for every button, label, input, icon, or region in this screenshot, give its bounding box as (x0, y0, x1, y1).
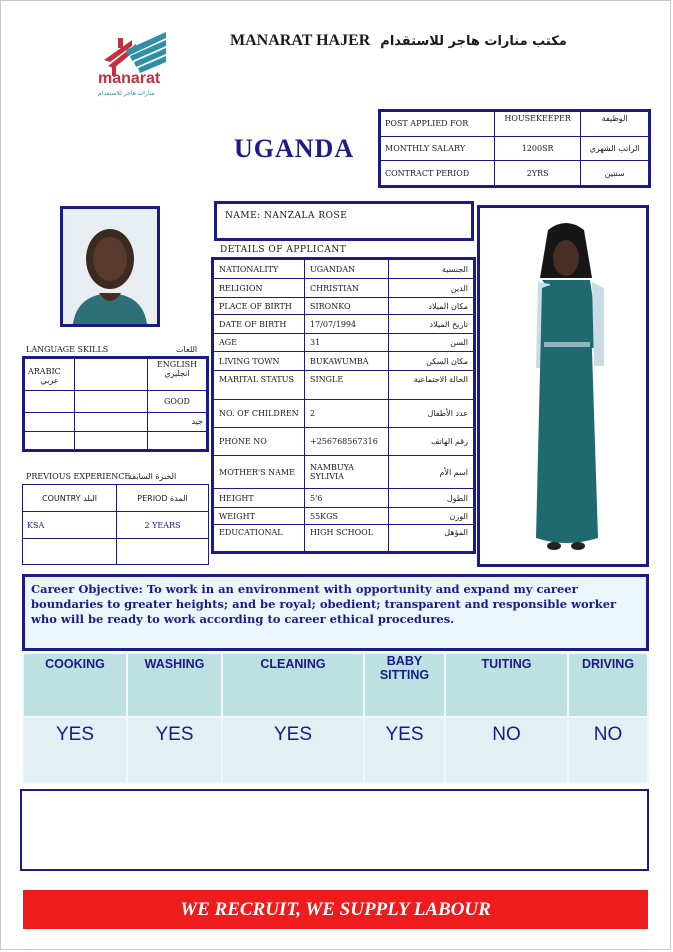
skill-name: COOKING (23, 653, 127, 717)
skills-header-row (23, 653, 648, 717)
language-arabic (24, 358, 75, 391)
language-table (22, 356, 209, 452)
language-title: LANGUAGE SKILLS (26, 345, 109, 354)
skills-table (22, 652, 649, 784)
skill-value: YES (364, 717, 445, 783)
details-value: SINGLE (305, 371, 389, 400)
company-name-en: MANARAT HAJER (230, 32, 371, 49)
details-value: 2 (305, 400, 389, 428)
language-row (24, 412, 208, 431)
skill-value: YES (127, 717, 222, 783)
details-value: HIGH SCHOOL (305, 525, 389, 553)
details-value: 31 (305, 334, 389, 352)
post-row (380, 161, 650, 187)
details-value: SIRONKO (305, 298, 389, 315)
notes-box (20, 789, 649, 871)
details-label: DATE OF BIRTH (213, 315, 305, 334)
post-value: 2YRS (495, 161, 581, 187)
company-name-heading (230, 32, 567, 50)
applicant-name: NAME: NANZALA ROSE (214, 201, 474, 241)
language-english (148, 358, 208, 391)
details-row (213, 508, 475, 525)
experience-country: KSA (23, 512, 117, 539)
details-label: NO. OF CHILDREN (213, 400, 305, 428)
post-value: HOUSEKEEPER (495, 111, 581, 137)
language-cell (24, 391, 75, 412)
details-row (213, 400, 475, 428)
experience-cell (23, 539, 117, 565)
details-ar: رقم الهاتف (389, 428, 475, 456)
details-label: HEIGHT (213, 489, 305, 508)
details-value: UGANDAN (305, 259, 389, 279)
details-label: WEIGHT (213, 508, 305, 525)
language-arabic-ar: عربي (40, 376, 59, 385)
experience-header-row (23, 485, 209, 512)
details-row (213, 334, 475, 352)
post-ar: سنتين (581, 161, 650, 187)
language-cell (75, 412, 148, 431)
details-row (213, 428, 475, 456)
details-label: LIVING TOWN (213, 352, 305, 371)
career-objective: Career Objective: To work in an environment with opportunity and expand my career boundaries to greater heights; and be royal; obedient; transparent and responsible worker who will be ready to work according to career ethical procedures. (22, 574, 649, 651)
experience-country-header: COUNTRY البلد (23, 485, 117, 512)
skill-value: NO (445, 717, 568, 783)
skill-name: DRIVING (568, 653, 648, 717)
details-label: PLACE OF BIRTH (213, 298, 305, 315)
details-ar: الجنسية (389, 259, 475, 279)
portrait-image (63, 209, 157, 324)
logo-text: manarat (98, 70, 161, 87)
details-title: DETAILS OF APPLICANT (220, 245, 347, 255)
details-value: CHRISTIAN (305, 279, 389, 298)
details-ar: الحالة الاجتماعية (389, 371, 475, 400)
skill-value: YES (23, 717, 127, 783)
post-label: POST APPLIED FOR (380, 111, 495, 137)
language-cell (148, 431, 208, 450)
details-row (213, 456, 475, 489)
language-cell (24, 412, 75, 431)
details-ar: السن (389, 334, 475, 352)
applicant-full-photo (477, 205, 649, 567)
details-label: EDUCATIONAL (213, 525, 305, 553)
post-label: CONTRACT PERIOD (380, 161, 495, 187)
company-logo (96, 28, 176, 104)
post-value: 1200SR (495, 136, 581, 160)
details-value: 55KGS (305, 508, 389, 525)
details-ar: الدين (389, 279, 475, 298)
details-label: PHONE NO (213, 428, 305, 456)
post-row (380, 136, 650, 160)
skills-value-row (23, 717, 648, 783)
details-ar: مكان الميلاد (389, 298, 475, 315)
company-name-ar: مكتب منارات هاجر للاستقدام (380, 34, 567, 49)
language-cell (24, 431, 75, 450)
experience-period-header: PERIOD المدة (117, 485, 209, 512)
country-title: UGANDA (234, 134, 355, 163)
details-row (213, 279, 475, 298)
language-english-ar: انجليزي (164, 369, 190, 378)
experience-cell (117, 539, 209, 565)
details-row (213, 525, 475, 553)
details-label: AGE (213, 334, 305, 352)
skill-name: WASHING (127, 653, 222, 717)
full-body-image (480, 208, 646, 564)
details-ar: مكان السكن (389, 352, 475, 371)
english-level-ar: جيد (148, 412, 208, 431)
experience-row (23, 539, 209, 565)
details-label: NATIONALITY (213, 259, 305, 279)
language-english-en: ENGLISH (156, 360, 198, 369)
language-row (24, 391, 208, 412)
experience-row (23, 512, 209, 539)
details-ar: الوزن (389, 508, 475, 525)
details-row (213, 259, 475, 279)
details-ar: المؤهل (389, 525, 475, 553)
details-value: NAMBUYA SYLIVIA (305, 456, 389, 489)
experience-title-ar: الخبرة السابقة (128, 472, 177, 481)
details-row (213, 315, 475, 334)
experience-period: 2 YEARS (117, 512, 209, 539)
details-ar: تاريخ الميلاد (389, 315, 475, 334)
skill-name: BABY SITTING (364, 653, 445, 717)
details-value: +256768567316 (305, 428, 389, 456)
details-label: MARITAL STATUS (213, 371, 305, 400)
language-cell (75, 358, 148, 391)
english-level: GOOD (148, 391, 208, 412)
skill-value: NO (568, 717, 648, 783)
details-value: BUKAWUMBA (305, 352, 389, 371)
language-cell (75, 431, 148, 450)
applicant-portrait (60, 206, 160, 327)
language-arabic-en: ARABIC (28, 367, 61, 376)
footer-banner: WE RECRUIT, WE SUPPLY LABOUR (23, 890, 648, 929)
post-table (378, 109, 651, 188)
skill-value: YES (222, 717, 364, 783)
language-row (24, 431, 208, 450)
experience-title: PREVIOUS EXPERIENCE (26, 472, 131, 481)
language-cell (75, 391, 148, 412)
post-row (380, 111, 650, 137)
details-ar: عدد الأطفال (389, 400, 475, 428)
details-table (211, 257, 476, 554)
details-label: RELIGION (213, 279, 305, 298)
details-row (213, 489, 475, 508)
details-row (213, 352, 475, 371)
language-row (24, 358, 208, 391)
details-label: MOTHER'S NAME (213, 456, 305, 489)
post-label: MONTHLY SALARY (380, 136, 495, 160)
details-ar: الطول (389, 489, 475, 508)
details-row (213, 298, 475, 315)
skill-name: TUITING (445, 653, 568, 717)
skill-name: CLEANING (222, 653, 364, 717)
details-row (213, 371, 475, 400)
details-ar: اسم الأم (389, 456, 475, 489)
logo-subtext: منارات هاجر للاستقدام (98, 90, 155, 97)
details-value: 17/07/1994 (305, 315, 389, 334)
language-title-ar: اللغات (176, 345, 198, 354)
experience-table (22, 484, 209, 565)
details-value: 5'6 (305, 489, 389, 508)
post-ar: الراتب الشهري (581, 136, 650, 160)
post-ar: الوظيفة (581, 111, 650, 137)
